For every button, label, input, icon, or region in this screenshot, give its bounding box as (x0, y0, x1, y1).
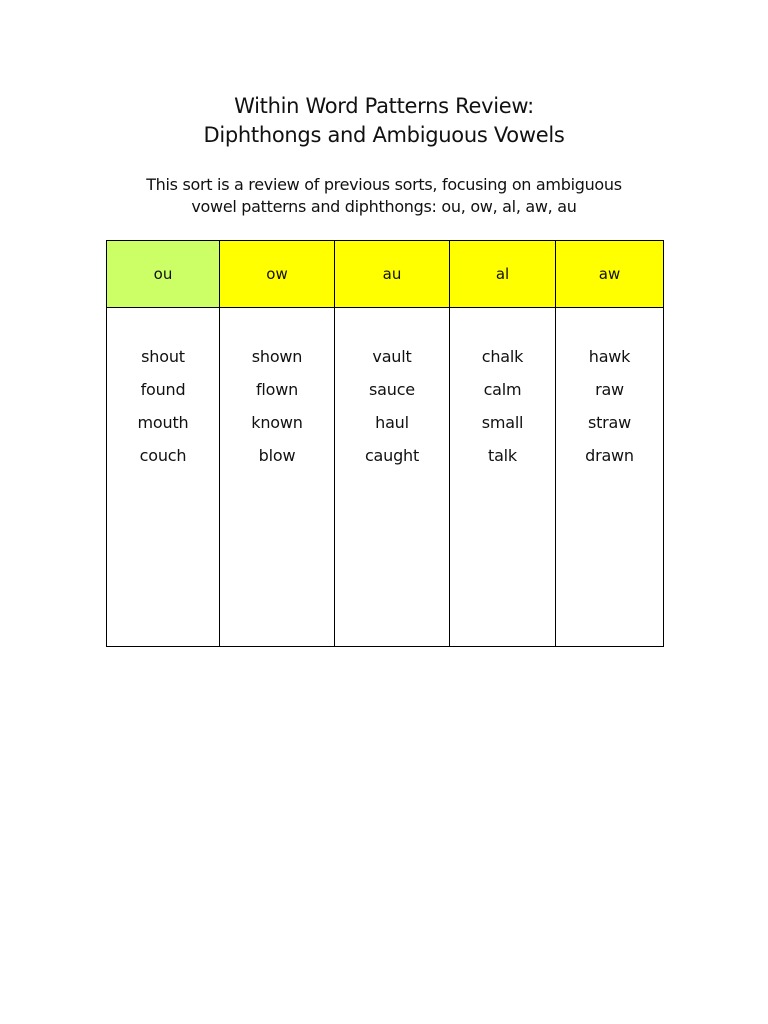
word: blow (258, 446, 296, 465)
word: small (481, 413, 524, 432)
words-row (107, 308, 664, 647)
word: talk (488, 446, 517, 465)
word: drawn (585, 446, 634, 465)
column-al-words (450, 308, 556, 647)
word: calm (483, 380, 522, 399)
column-aw-words (556, 308, 664, 647)
word: sauce (369, 380, 415, 399)
word: shown (251, 347, 303, 366)
word: haul (375, 413, 409, 432)
word: vault (372, 347, 412, 366)
word: known (251, 413, 303, 432)
page-title (0, 92, 768, 150)
word: shout (141, 347, 185, 366)
column-header-al: al (450, 241, 556, 308)
word: raw (595, 380, 624, 399)
column-ow-words (220, 308, 335, 647)
column-header-ow: ow (220, 241, 335, 308)
header-row (107, 241, 664, 308)
word: straw (587, 413, 632, 432)
column-ou-words (107, 308, 220, 647)
intro-text (0, 174, 768, 218)
word: hawk (588, 347, 631, 366)
word: chalk (481, 347, 524, 366)
word-sort-table (106, 240, 664, 647)
word: couch (139, 446, 187, 465)
word: found (140, 380, 186, 399)
column-au-words (335, 308, 450, 647)
title-line-2: Diphthongs and Ambiguous Vowels (203, 123, 565, 147)
intro-line-1: This sort is a review of previous sorts, focusing on ambiguous (146, 175, 622, 194)
column-header-aw: aw (556, 241, 664, 308)
title-line-1: Within Word Patterns Review: (234, 94, 534, 118)
word: mouth (137, 413, 189, 432)
intro-line-2: vowel patterns and diphthongs: ou, ow, al, aw, au (191, 197, 577, 216)
column-header-au: au (335, 241, 450, 308)
word: flown (255, 380, 299, 399)
column-header-ou: ou (107, 241, 220, 308)
word: caught (364, 446, 420, 465)
